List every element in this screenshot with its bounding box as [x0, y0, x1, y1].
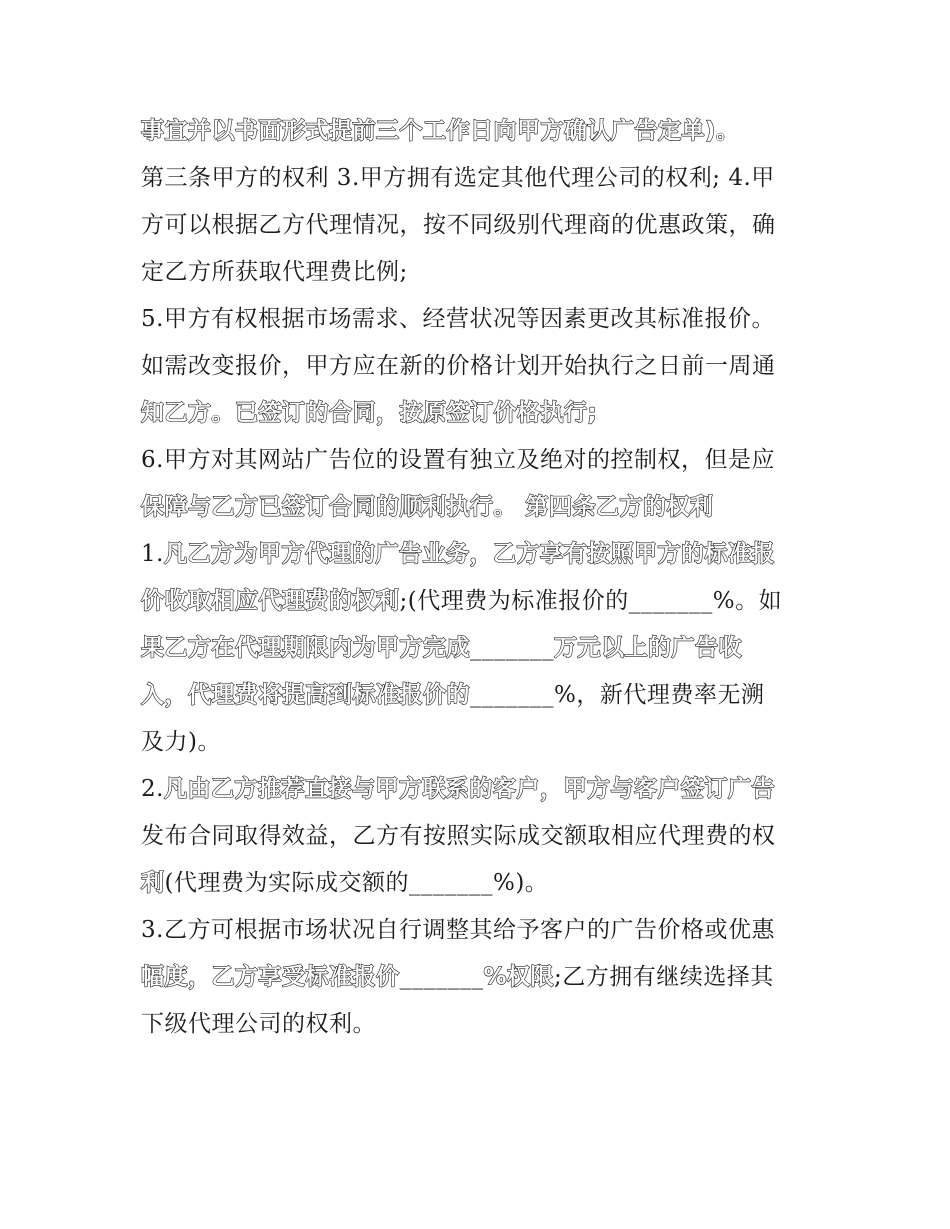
text-line	[141, 860, 821, 907]
text-segment: 及力)。	[141, 729, 221, 755]
text-segment: 第三条甲方的权利 3.甲方拥有选定其他代理公司的权利; 4.甲	[141, 165, 775, 191]
text-segment: 下级代理公司的权利。	[141, 1011, 376, 1037]
text-line	[141, 766, 821, 813]
text-segment: 万元以上的广告收	[554, 635, 742, 661]
text-segment: 幅度，乙方享受标准报价	[141, 964, 400, 990]
text-line	[141, 484, 821, 531]
text-line	[141, 202, 821, 249]
text-segment: ;(代理费为标准报价的_______%。如	[399, 588, 783, 614]
text-segment: 3.乙方可根据市场状况自行调整其给予客户的广告价格或优惠	[141, 917, 775, 943]
text-segment: 价收取相应代理费的权利	[141, 588, 400, 614]
text-line	[141, 578, 821, 625]
text-line	[141, 249, 821, 296]
text-segment: 凡乙方为甲方代理的广告业务，乙方享有按照甲方的标准报	[163, 541, 775, 567]
text-segment: 定乙方所获取代理费比例;	[141, 259, 408, 285]
text-segment: 事宜并以书面形式提前三个工作日向甲方确认广告定单)。	[141, 118, 740, 144]
text-segment: 5.甲方有权根据市场需求、经营状况等因素更改其标准报价。	[141, 306, 775, 332]
text-segment: 知乙方。已签订的合同，按原签订价格执行;	[141, 400, 598, 426]
text-segment: _______	[470, 635, 554, 661]
text-segment: 凡由乙方推荐直接与甲方联系的客户，甲方与客户签订广告	[163, 776, 775, 802]
text-line	[141, 954, 821, 1001]
text-segment: 果乙方在代理期限内为甲方完成	[141, 635, 470, 661]
text-line	[141, 672, 821, 719]
text-segment: 保障与乙方已签订合同的顺利执行。 第四条乙方的权利	[141, 494, 714, 520]
text-segment: 1.	[141, 541, 164, 567]
text-segment: 如需改变报价，甲方应在新的价格计划开始执行之日前一周通	[141, 353, 776, 379]
text-segment: %权限	[483, 964, 555, 990]
text-segment: 入，代理费将提高到标准报价的	[141, 682, 470, 708]
text-segment: 6.甲方对其网站广告位的设置有独立及绝对的控制权，但是应	[141, 447, 775, 473]
text-segment: ;乙方拥有继续选择其	[554, 964, 774, 990]
text-segment: 发布合同取得效益，乙方有按照实际成交额取相应代理费的权	[141, 823, 776, 849]
text-line	[141, 108, 821, 155]
text-line	[141, 531, 821, 578]
text-segment: _______	[399, 964, 484, 990]
text-line	[141, 907, 821, 954]
text-line	[141, 155, 821, 202]
text-segment: 方可以根据乙方代理情况，按不同级别代理商的优惠政策，确	[141, 212, 776, 238]
text-line	[141, 1001, 821, 1048]
text-line	[141, 296, 821, 343]
text-segment: 2.	[141, 776, 164, 802]
text-line	[141, 390, 821, 437]
text-segment: (代理费为实际成交额的_______%)。	[164, 870, 549, 896]
text-segment: _______%，新代理费率无溯	[470, 682, 765, 708]
text-line	[141, 437, 821, 484]
text-line	[141, 813, 821, 860]
document-body	[141, 108, 821, 1048]
text-line	[141, 625, 821, 672]
text-line	[141, 343, 821, 390]
text-segment: 利	[141, 870, 165, 896]
text-line	[141, 719, 821, 766]
